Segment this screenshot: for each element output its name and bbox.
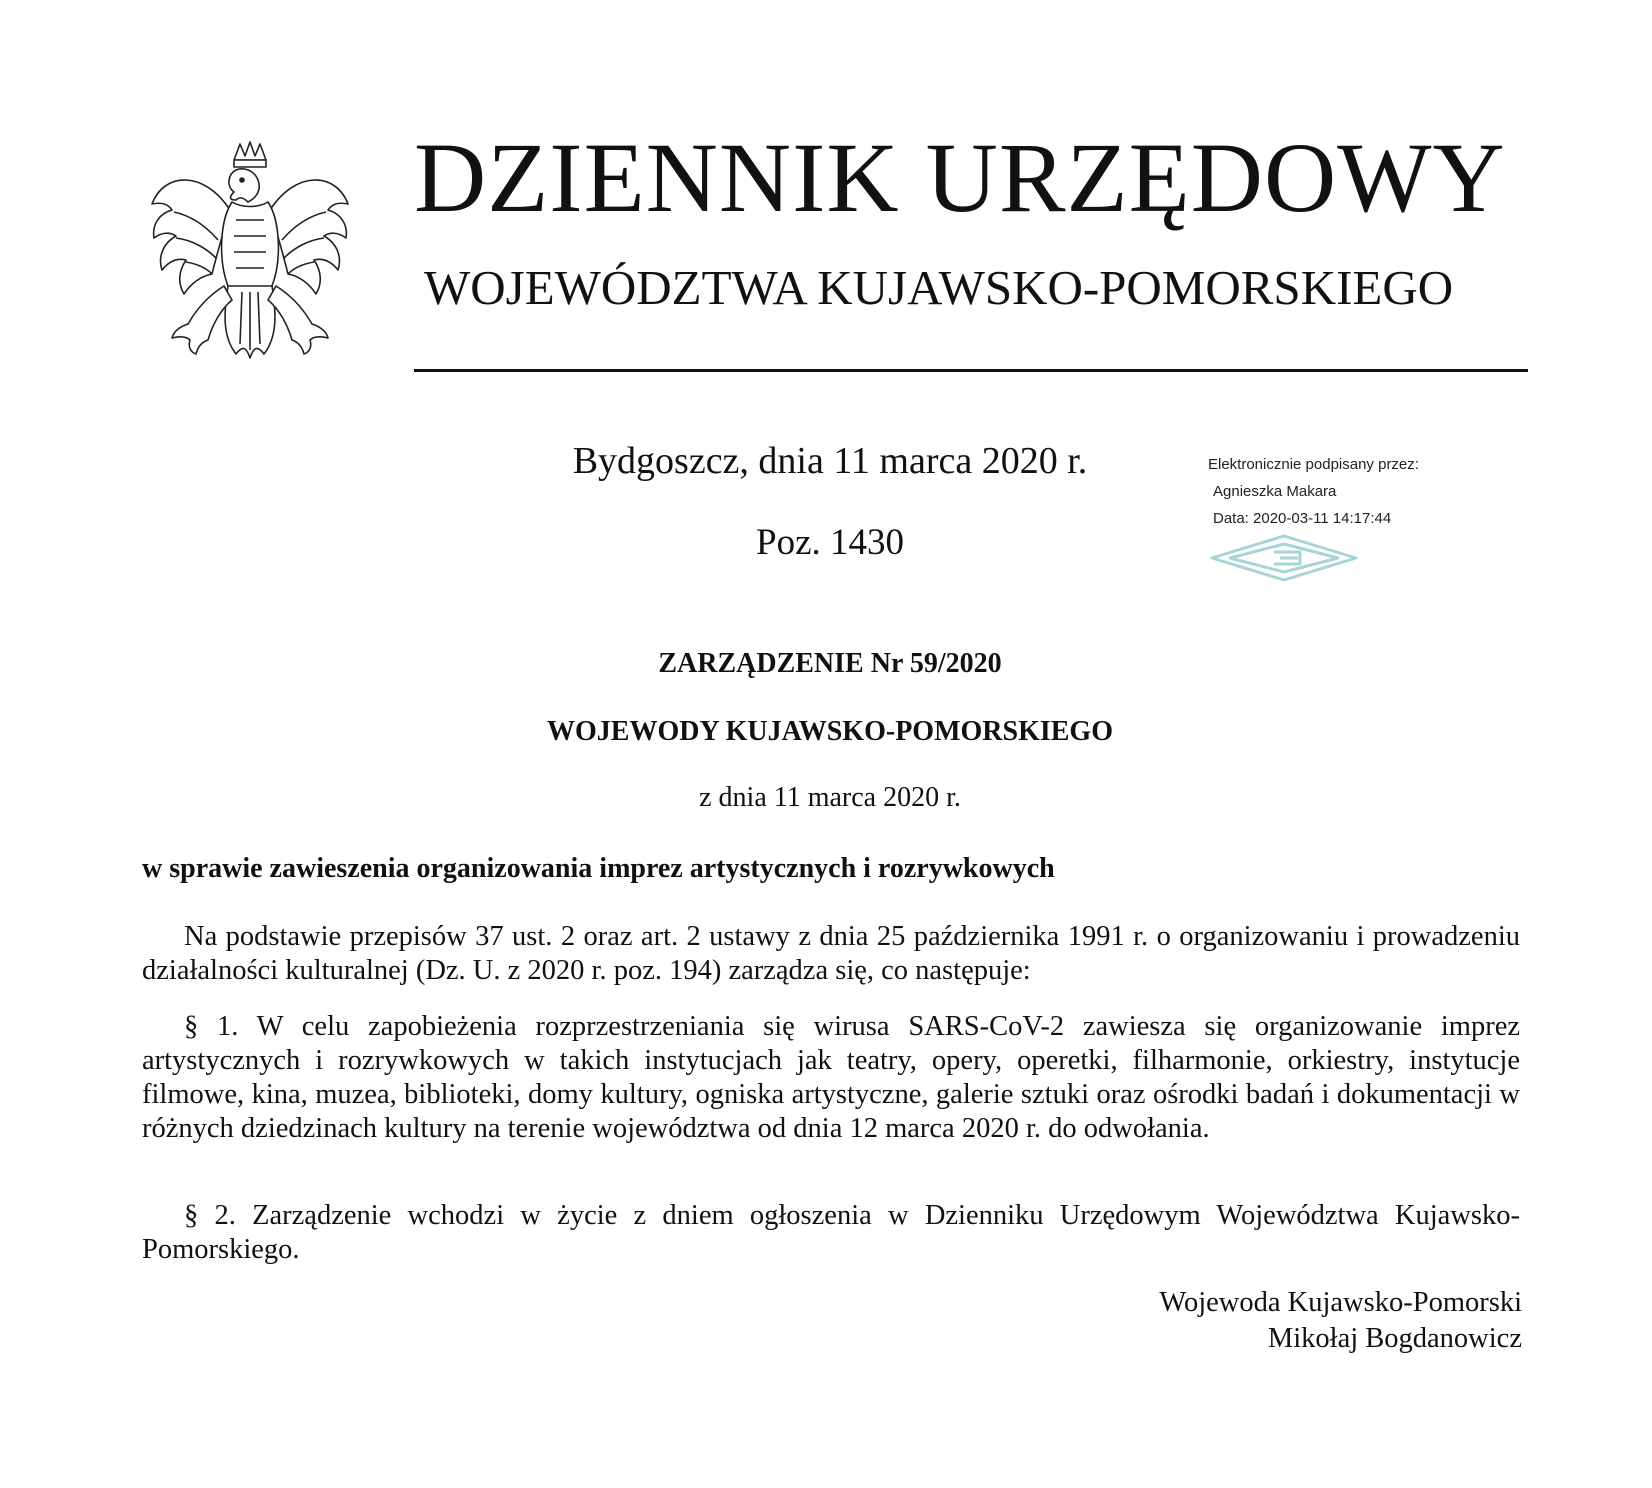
polish-white-eagle-emblem-icon: [144, 140, 356, 376]
masthead-title: DZIENNIK URZĘDOWY: [414, 122, 1506, 233]
issue-position-number: Poz. 1430: [756, 522, 904, 563]
signed-by-label: Elektronicznie podpisany przez:: [1208, 456, 1419, 473]
issue-place-date: Bydgoszcz, dnia 11 marca 2020 r.: [572, 440, 1088, 482]
signatory-block: [1000, 1285, 1522, 1357]
section-1-paragraph: § 1. W celu zapobieżenia rozprzestrzeniania się wirusa SARS-CoV-2 zawiesza się organizowanie imprez artystycznych i rozrywkowych w takich instytucjach jak teatry, opery, operetki, filharmonie, orkiestry, instytucje filmowe, kina, muzea, biblioteki, domy kultury, ogniska artystyczne, galerie sztuki oraz ośrodki badań i dokumentacji w różnych dziedzinach kultury na terenie województwa od dnia 12 marca 2020 r. do odwołania.: [142, 1011, 1520, 1144]
signature-date: Data: 2020-03-11 14:17:44: [1213, 510, 1392, 527]
e-signature-diamond-icon: [1208, 534, 1360, 582]
act-issuer: WOJEWODY KUJAWSKO-POMORSKIEGO: [546, 716, 1113, 747]
electronic-signature-block: [1208, 451, 1498, 532]
act-date: z dnia 11 marca 2020 r.: [699, 782, 961, 813]
masthead-divider: [414, 369, 1528, 372]
signatory-office: Wojewoda Kujawsko-Pomorski: [1159, 1287, 1522, 1318]
act-title: ZARZĄDZENIE Nr 59/2020: [658, 648, 1002, 679]
section-2-paragraph: § 2. Zarządzenie wchodzi w życie z dniem ogłoszenia w Dzienniku Urzędowym Województwa Kujawsko-Pomorskiego.: [142, 1200, 1520, 1265]
legal-basis-paragraph: Na podstawie przepisów 37 ust. 2 oraz art. 2 ustawy z dnia 25 października 1991 r. o organizowaniu i prowadzeniu działalności kulturalnej (Dz. U. z 2020 r. poz. 194) zarządza się, co następuje:: [142, 921, 1520, 986]
masthead-subtitle: WOJEWÓDZTWA KUJAWSKO-POMORSKIEGO: [424, 260, 1454, 315]
signer-name: Agnieszka Makara: [1213, 483, 1337, 500]
signatory-name: Mikołaj Bogdanowicz: [1267, 1323, 1522, 1354]
act-subject: w sprawie zawieszenia organizowania imprez artystycznych i rozrywkowych: [142, 853, 1055, 884]
